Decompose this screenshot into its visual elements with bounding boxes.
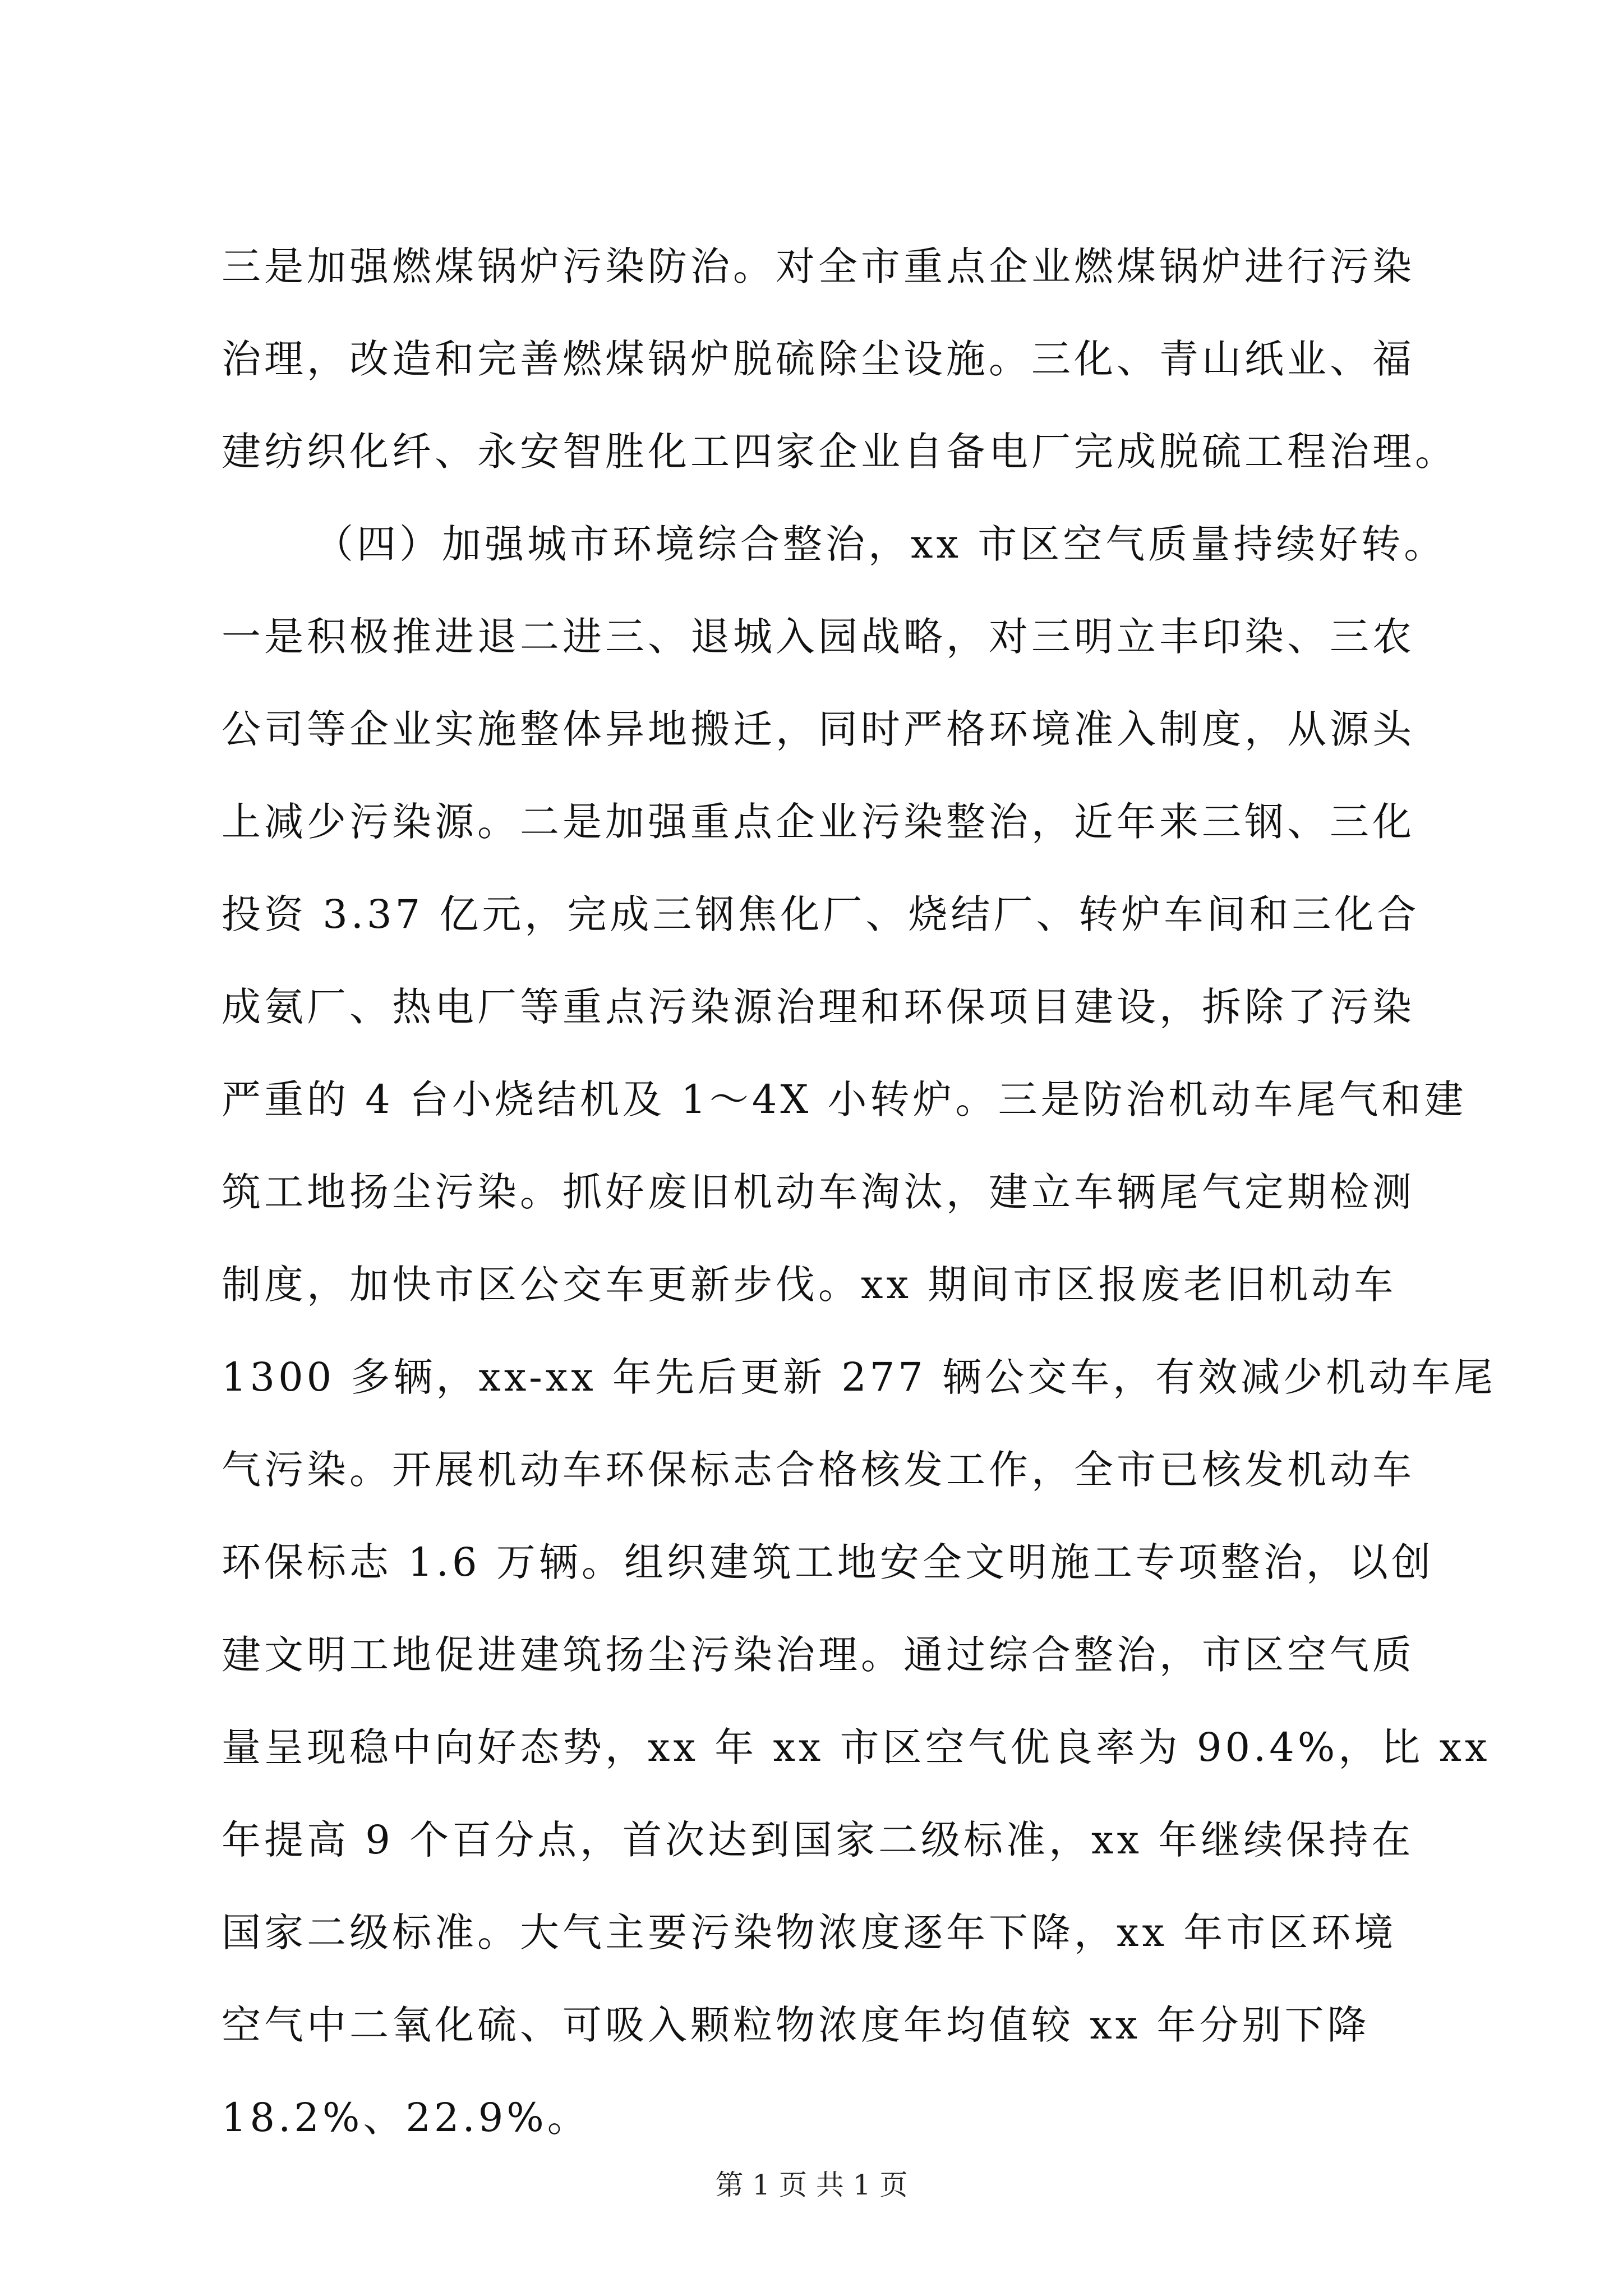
text-line: 18.2%、22.9%。 xyxy=(222,2095,590,2141)
text-line: 建文明工地促进建筑扬尘污染治理。通过综合整治，市区空气质 xyxy=(222,1632,1415,1678)
text-line: 制度，加快市区公交车更新步伐。xx 期间市区报废老旧机动车 xyxy=(222,1262,1397,1308)
text-line: 量呈现稳中向好态势，xx 年 xx 市区空气优良率为 90.4%，比 xx xyxy=(222,1724,1491,1770)
text-line: 环保标志 1.6 万辆。组织建筑工地安全文明施工专项整治，以创 xyxy=(222,1539,1434,1585)
text-line: 上减少污染源。二是加强重点企业污染整治，近年来三钢、三化 xyxy=(222,799,1415,845)
text-line: 一是积极推进退二进三、退城入园战略，对三明立丰印染、三农 xyxy=(222,614,1415,660)
text-line: 国家二级标准。大气主要污染物浓度逐年下降，xx 年市区环境 xyxy=(222,1910,1397,1955)
text-line: 气污染。开展机动车环保标志合格核发工作，全市已核发机动车 xyxy=(222,1447,1415,1493)
page-footer: 第 1 页 共 1 页 xyxy=(715,2169,908,2201)
text-line: 治理，改造和完善燃煤锅炉脱硫除尘设施。三化、青山纸业、福 xyxy=(222,336,1415,382)
text-line: 年提高 9 个百分点，首次达到国家二级标准，xx 年继续保持在 xyxy=(222,1817,1414,1863)
text-line: 严重的 4 台小烧结机及 1～4X 小转炉。三是防治机动车尾气和建 xyxy=(222,1076,1467,1122)
text-line: 公司等企业实施整体异地搬迁，同时严格环境准入制度，从源头 xyxy=(222,706,1415,752)
text-line: 建纺织化纤、永安智胜化工四家企业自备电厂完成脱硫工程治理。 xyxy=(222,429,1458,475)
text-line: 1300 多辆，xx-xx 年先后更新 277 辆公交车，有效减少机动车尾 xyxy=(222,1354,1497,1400)
text-line: 空气中二氧化硫、可吸入颗粒物浓度年均值较 xx 年分别下降 xyxy=(222,2002,1370,2048)
text-line: 投资 3.37 亿元，完成三钢焦化厂、烧结厂、转炉车间和三化合 xyxy=(222,891,1420,937)
text-line: 筑工地扬尘污染。抓好废旧机动车淘汰，建立车辆尾气定期检测 xyxy=(222,1169,1415,1215)
section-heading: （四）加强城市环境综合整治，xx 市区空气质量持续好转。 xyxy=(314,521,1447,567)
text-line: 成氨厂、热电厂等重点污染源治理和环保项目建设，拆除了污染 xyxy=(222,984,1415,1030)
text-line: 三是加强燃煤锅炉污染防治。对全市重点企业燃煤锅炉进行污染 xyxy=(222,243,1415,289)
